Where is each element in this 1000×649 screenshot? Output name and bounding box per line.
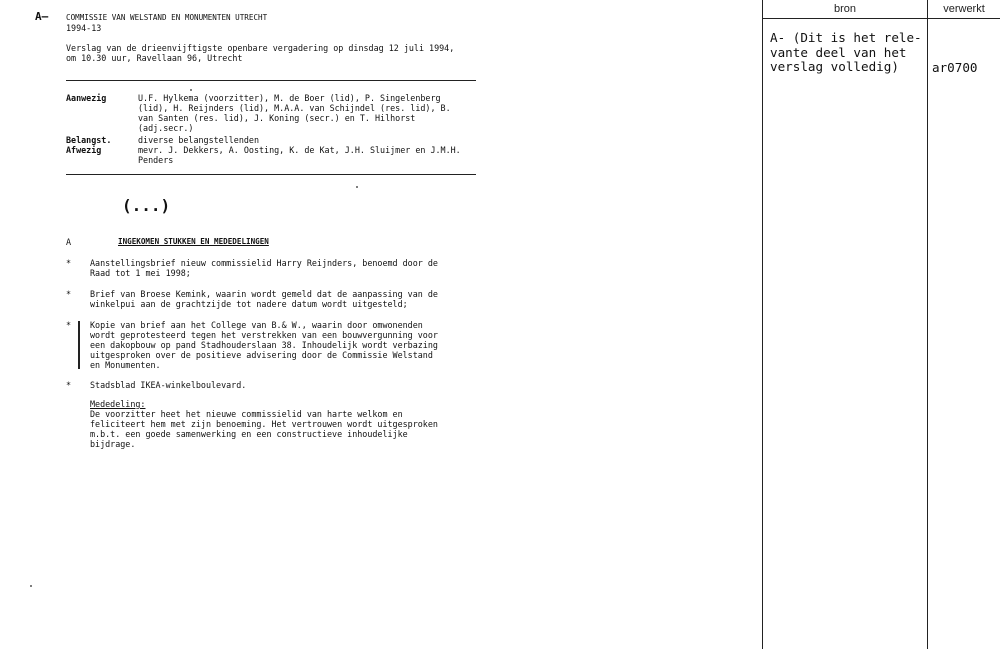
attendance-present — [66, 93, 461, 135]
mededeling-title: Mededeling: — [90, 399, 146, 409]
margin-mark: A— — [35, 10, 49, 23]
verwerkt-column-border — [927, 0, 928, 649]
item-text: Brief van Broese Kemink, waarin wordt gemeld dat de aanpassing van de winkelpui aan de grachtzijde tot nadere datum wordt uitgesteld; — [90, 289, 438, 309]
attendance-absent — [66, 145, 461, 165]
divider-top — [66, 80, 476, 81]
attendance-value: diverse belangstellenden — [138, 135, 260, 145]
item-bullet: * — [66, 289, 72, 299]
section-letter: A — [66, 237, 72, 247]
attendance-interested — [66, 135, 461, 145]
scan-speck — [190, 89, 192, 91]
bron-note: A- (Dit is het rele- vante deel van het verslag volledig) — [770, 30, 922, 74]
verwerkt-column-header: verwerkt — [943, 3, 985, 15]
verwerkt-code: ar0700 — [932, 60, 978, 75]
mededeling-text: De voorzitter heet het nieuwe commissielid van harte welkom en feliciteert hem met zijn benoeming. Het vertrouwen wordt uitgesproken m.b.t. een goede samenwerking en een constructieve inhoudelijke bijdrage. — [90, 409, 438, 449]
bron-column-border — [762, 0, 763, 649]
bron-column-header: bron — [833, 3, 857, 15]
item-text: Aanstellingsbrief nieuw commissielid Harry Reijnders, benoemd door de Raad tot 1 mei 1998; — [90, 258, 438, 278]
divider-bottom — [66, 174, 476, 175]
attendance-block — [66, 93, 461, 165]
document-code: 1994-13 — [66, 23, 102, 33]
scan-speck — [30, 585, 32, 587]
item-text: Stadsblad IKEA-winkelboulevard. — [90, 380, 247, 390]
change-bar — [78, 321, 80, 369]
attendance-value: U.F. Hylkema (voorzitter), M. de Boer (lid), P. Singelenberg (lid), H. Reijnders (lid), M.A.A. van Schijndel (res. lid), B. van Santen (res. lid), J. Koning (secr.) en T. Hilhorst (adj.secr.) — [138, 93, 451, 133]
attendance-label: Belangst. — [66, 135, 112, 145]
scan-speck — [356, 186, 358, 188]
item-bullet: * — [66, 320, 72, 330]
omission-marker: (...) — [122, 196, 171, 215]
attendance-label: Afwezig — [66, 145, 102, 155]
item-bullet: * — [66, 258, 72, 268]
meeting-description: Verslag van de drieenvijftigste openbare vergadering op dinsdag 12 juli 1994, om 10.30 uur, Ravellaan 96, Utrecht — [66, 43, 455, 63]
section-title: INGEKOMEN STUKKEN EN MEDEDELINGEN — [118, 237, 269, 246]
item-bullet: * — [66, 380, 72, 390]
attendance-label: Aanwezig — [66, 93, 107, 103]
column-header-divider — [762, 18, 1000, 19]
attendance-value: mevr. J. Dekkers, A. Oosting, K. de Kat, J.H. Sluijmer en J.M.H. Penders — [138, 145, 461, 165]
item-text: Kopie van brief aan het College van B.& W., waarin door omwonenden wordt geprotesteerd tegen het verstrekken van een bouwvergunning voor een dakopbouw op pand Stadhouderslaan 38. Inhoudelijk wordt verbazing uitgesproken over de positieve advisering door de Commissie Welstand en Monumenten. — [90, 320, 438, 370]
organisation-title: COMMISSIE VAN WELSTAND EN MONUMENTEN UTRECHT — [66, 13, 268, 22]
